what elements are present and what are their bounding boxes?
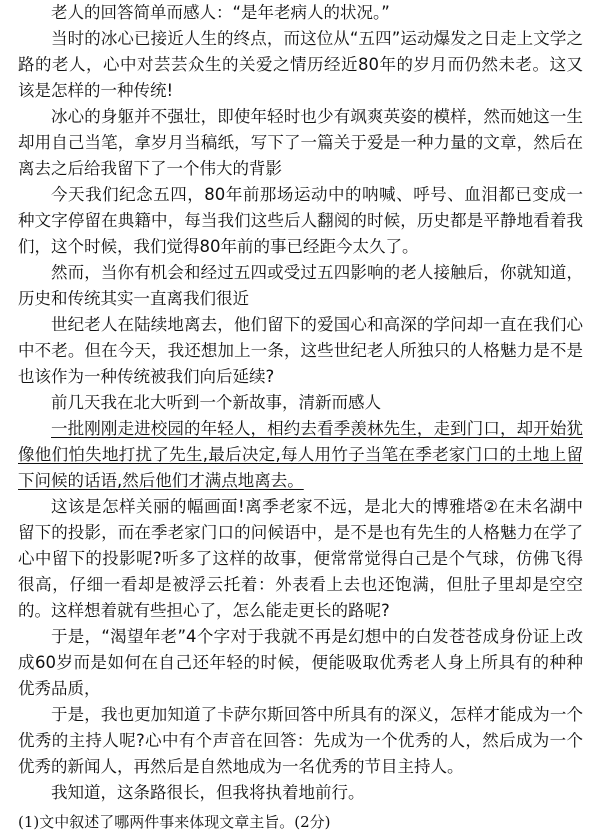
paragraph: 老人的回答简单而感人：“是年老病人的状况。” [51, 3, 390, 22]
paragraph: 当时的冰心已接近人生的终点，而这位从“五四”运动爆发之日走上文学之路的老人，心中对芸芸众生的关爱之情历经近80年的岁月而仍然未老。这又该是怎样的一种传统! [18, 29, 583, 100]
paragraph: 然而，当你有机会和经过五四或受过五四影响的老人接触后，你就知道，历史和传统其实一直离我们很近 [18, 263, 583, 308]
paragraph: 前几天我在北大听到一个新故事，清新而感人 [51, 393, 381, 412]
paragraph: 冰心的身躯并不强壮，即使年轻时也少有飒爽英姿的模样，然而她这一生却用自己当笔，拿岁月当稿纸，写下了一篇关于爱是一种力量的文章，然后在离去之后给我留下了一个伟大的背影 [18, 107, 583, 178]
document-body [18, 0, 583, 835]
paragraph: 世纪老人在陆续地离去，他们留下的爱国心和高深的学问却一直在我们心中不老。但在今天，我还想加上一条，这些世纪老人所独只的人格魅力是不是也该作为一种传统被我们向后延续? [18, 315, 583, 386]
underlined-paragraph: 一批刚刚走进校园的年轻人，相约去看季羡林先生，走到门口，却开始犹像他们怕失地打扰了先生,最后决定,每人用竹子当笔在季老家门口的土地上留下问候的话语,然后他们才满点地离去。 [18, 419, 583, 490]
paragraph: 于是，“渴望年老”4个字对于我就不再是幻想中的白发苍苍成身份证上改成60岁而是如何在自己还年轻的时候，便能吸取优秀老人身上所具有的种种优秀品质， [18, 627, 583, 698]
paragraph: 于是，我也更加知道了卡萨尔斯回答中所具有的深义，怎样才能成为一个优秀的主持人呢?心中有个声音在回答：先成为一个优秀的人，然后成为一个优秀的新闻人，再然后是自然地成为一名优秀的节目主持人。 [18, 705, 583, 776]
paragraph: 今天我们纪念五四，80年前那场运动中的呐喊、呼号、血泪都已变成一种文字停留在典籍中，每当我们这些后人翻阅的时候，历史都是平静地看着我们，这个时候，我们觉得80年前的事已经距今太久了。 [18, 185, 583, 256]
paragraph: 这该是怎样关丽的幅画面!离季老家不远，是北大的博雅塔②在未名湖中留下的投影，而在季老家门口的问候语中，是不是也有先生的人格魅力在学了心中留下的投影呢?听多了这样的故事，便常常觉得白己是个气球，仿佛飞得很高，仔细一看却是被浮云托着：外表看上去也还饱满，但肚子里却是空空的。这样想着就有些担心了，怎么能走更长的路呢? [18, 497, 583, 620]
paragraph: 我知道，这条路很长，但我将执着地前行。 [51, 783, 365, 802]
question: (1)文中叙述了哪两件事来体现文章主旨。(2分) [18, 813, 331, 831]
